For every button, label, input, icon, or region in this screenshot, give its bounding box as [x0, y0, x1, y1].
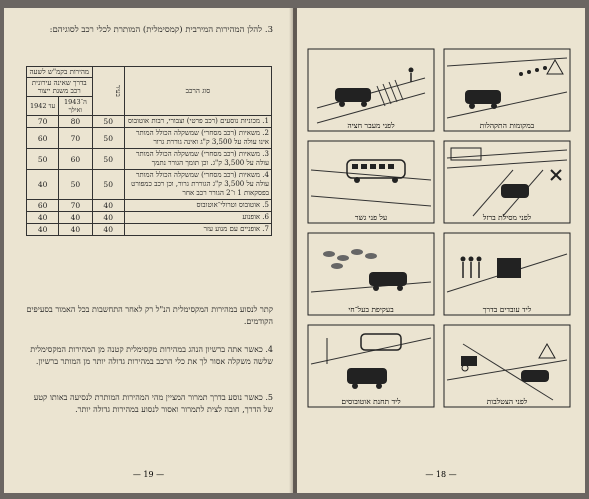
caption: על פני גשר [354, 213, 388, 222]
caption: ליד תחנת אוטובוסים [341, 397, 401, 406]
vehicle-type-cell: 7. אופניים עם מנוע עזר [124, 224, 271, 236]
city-speed-cell: 40 [92, 212, 124, 224]
right-page [297, 8, 585, 493]
table-row [27, 149, 272, 170]
caption: בעקיפת בעל־חי [348, 305, 394, 314]
city-speed-cell: 40 [92, 224, 124, 236]
table-row [27, 170, 272, 200]
table-row [27, 128, 272, 149]
page-number-19: — 19 — [132, 470, 165, 479]
vehicle-type-cell: 4. משאיות (רכב מסחרי) שמשקלה הכולל המותר עולה על 3,500 ק"ג הגוררת גרור, וכן רכב כמפורט בפסקאות 1 ו־2 הגורר רכב אחר [124, 170, 271, 200]
city-speed-cell: 50 [92, 116, 124, 128]
speed-after-1943-cell: 40 [59, 212, 92, 224]
header-city: בעיר [92, 67, 124, 116]
page-number-18: — 18 — [425, 470, 457, 479]
speed-before-1942-cell: 40 [27, 170, 59, 200]
header-non-urban: בדרך שאינה עירונית רכב משנת ייצור [27, 78, 93, 97]
city-speed-cell: 50 [92, 149, 124, 170]
speed-after-1943-cell: 40 [59, 224, 92, 236]
speed-limit-table [26, 66, 272, 236]
vehicle-type-cell: 1. מכוניות נוסעים (רכב פרטי) וצבורי, רבות אוטובוס [124, 116, 271, 128]
table-row [27, 116, 272, 128]
section-title: 3. להלן המהירות המירבית (קמסימלית) המותרת לכלי רכב לסוגיהם: [49, 25, 273, 35]
caption: לפני מעבר חציה [347, 121, 395, 130]
caption: לפני מסילת ברזל [482, 213, 532, 222]
paragraph-4: 4. כאשר אתה ברשיון הנהג במהירות מקסימלית קטנה מן המהירות המקסימלית שלשה משקלה אסור לך את כלי הרכב במהירות גדולה יותר מן המותר ברשיון. [30, 345, 273, 366]
speed-before-1942-cell: 60 [27, 128, 59, 149]
illustration-gatherings [443, 48, 571, 132]
illustration-road-workers [443, 232, 571, 316]
speed-before-1942-cell: 50 [27, 149, 59, 170]
city-speed-cell: 50 [92, 128, 124, 149]
speed-before-1942-cell: 60 [27, 200, 59, 212]
header-speed: מהירות בקמ"ש לשעה [27, 67, 93, 78]
illustration-railway [443, 140, 571, 224]
city-speed-cell: 40 [92, 200, 124, 212]
illustration-bus-stop [307, 324, 435, 408]
illustration-pedestrian-crossing [307, 48, 435, 132]
table-row [27, 224, 272, 236]
header-before-1942: עד 1942 [27, 97, 59, 116]
table-row [27, 200, 272, 212]
caption: ליד עובדים בדרך [482, 305, 532, 314]
speed-after-1943-cell: 70 [59, 200, 92, 212]
vehicle-type-cell: 2. משאיות (רכב מסחרי) שמשקלה הכולל המותר אינו עולה על 3,500 ק"ג ואינה גוררת גרור [124, 128, 271, 149]
note-paragraph: קתר לנסוע במהירות המקסימלית הנ"ל רק לאחר התחשבות בכל האמור בסעיפים הקודמים. [26, 305, 273, 326]
vehicle-type-cell: 6. אופנוע [124, 212, 271, 224]
speed-after-1943-cell: 80 [59, 116, 92, 128]
caption: לפני הצטלבות [486, 397, 528, 406]
vehicle-type-cell: 3. משאיות (רכב מסחרי) שמשקלה הכולל המותר עולה על 3,500 ק"ג. וכן תומך הגורר נתמך [124, 149, 271, 170]
speed-before-1942-cell: 40 [27, 224, 59, 236]
vehicle-type-cell: 5. אוטובוס וטרולי־אוטובוס [124, 200, 271, 212]
header-after-1943: ה־1943 ואילך [59, 97, 92, 116]
table-row [27, 212, 272, 224]
city-speed-cell: 50 [92, 170, 124, 200]
caption: במקומות התקהלות [479, 121, 535, 130]
speed-after-1943-cell: 50 [59, 170, 92, 200]
illustration-bridge [307, 140, 435, 224]
speed-before-1942-cell: 70 [27, 116, 59, 128]
paragraph-5: 5. כאשר נוסע בדרך תמרור המציין מהי המהירות המותרת לנסיעה באותו קטע של הדרך, חובה לצית לתמרור ואסור לנסוע במהירות גדולה יותר. [33, 393, 273, 414]
header-vehicle-type: סוג הרכב [124, 67, 271, 116]
illustration-animals [307, 232, 435, 316]
speed-after-1943-cell: 60 [59, 149, 92, 170]
illustration-intersection [443, 324, 571, 408]
speed-after-1943-cell: 70 [59, 128, 92, 149]
speed-before-1942-cell: 40 [27, 212, 59, 224]
left-page [4, 8, 293, 493]
